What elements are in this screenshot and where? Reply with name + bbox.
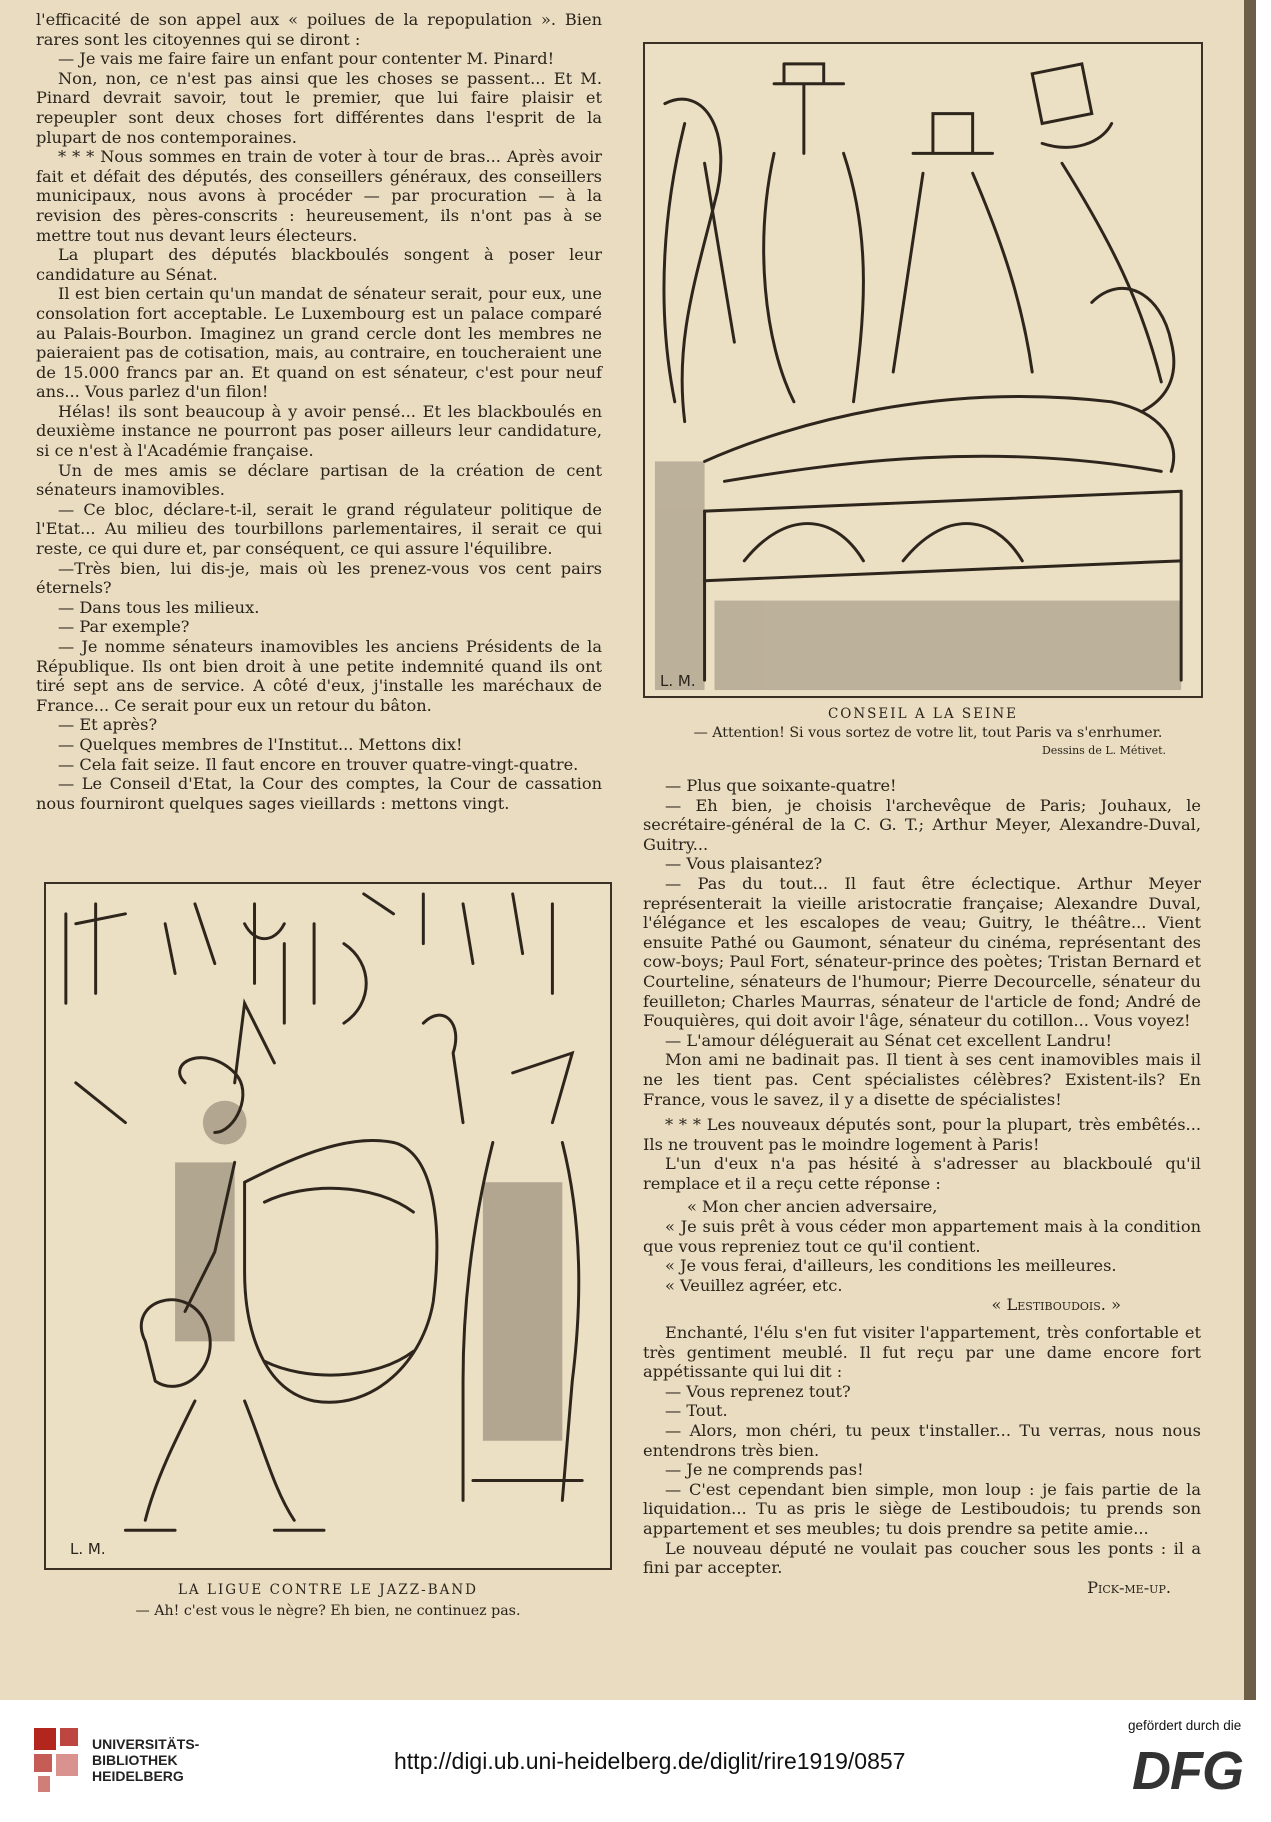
paragraph: — Dans tous les milieux. [58, 597, 260, 617]
paragraph: « Je suis prêt à vous céder mon appartement mais à la condition que vous repreniez tout ce qu'il contient. [643, 1217, 1201, 1256]
paragraph: Il est bien certain qu'un mandat de sénateur serait, pour eux, une consolation fort acceptable. Le Luxembourg est un palace comparé au Palais-Bourbon. Imaginez un grand cercle dont les membres ne paieraient pas de cotisation, mais, au contraire, en toucheraient une de 15.000 francs par an. Et quand on est sénateur, c'est pour neuf ans... Vous parlez d'un filon! [36, 284, 602, 402]
funding-note: gefördert durch die [1128, 1718, 1242, 1733]
library-name-line: HEIDELBERG [92, 1768, 184, 1784]
paragraph: Le nouveau député ne voulait pas coucher sous les ponts : il a fini par accepter. [643, 1538, 1201, 1578]
paragraph: — Et après? [58, 715, 158, 735]
digitization-footer [0, 1700, 1271, 1822]
paragraph: — Quelques membres de l'Institut... Mettons dix! [58, 734, 463, 754]
paragraph: Non, non, ce n'est pas ainsi que les choses se passent... Et M. Pinard devrait savoir, tout le premier, que lui faire plaisir et repeupler sont deux choses fort différentes dans l'esprit de la plupart de nos contemporaines. [36, 68, 602, 147]
illustration-signature: L. M. [70, 1540, 106, 1558]
paragraph: — Cela fait seize. Il faut encore en trouver quatre-vingt-quatre. [58, 754, 579, 774]
illustration-credit: Dessins de L. Métivet. [1041, 744, 1166, 757]
author-signature: Pick-me-up. [1087, 1577, 1171, 1597]
illustration-conseil-a-la-seine [643, 42, 1203, 698]
library-name [92, 1736, 199, 1784]
paragraph: Hélas! ils sont beaucoup à y avoir pensé... Et les blackboulés en deuxième instance ne pourront pas poser ailleurs leur candidature, si ce n'est à l'Académie française. [36, 401, 602, 461]
drawing-bed-scene [645, 44, 1201, 696]
paragraph: — Eh bien, je choisis l'archevêque de Paris; Jouhaux, le secrétaire-général de la C. G. T.; Arthur Meyer, Alexandre-Duval, Guitry... [643, 795, 1201, 854]
caption-title: CONSEIL A LA SEINE [827, 706, 1019, 722]
left-column [36, 10, 602, 813]
paragraph: « Veuillez agréer, etc. [665, 1275, 843, 1295]
heidelberg-logo-icon [30, 1724, 82, 1796]
paragraph: Enchanté, l'élu s'en fut visiter l'appartement, très confortable et très gentiment meublé. Il fut reçu par une dame encore fort appétissante qui lui dit : [643, 1323, 1201, 1382]
caption-text: — Ah! c'est vous le nègre? Eh bien, ne continuez pas. [135, 1603, 521, 1619]
right-column [643, 776, 1201, 1597]
library-name-line: UNIVERSITÄTS- [92, 1736, 200, 1752]
paragraph: — Alors, mon chéri, tu peux t'installer... Tu verras, nous nous entendrons très bien. [643, 1421, 1201, 1460]
paragraph: — Tout. [665, 1401, 728, 1421]
paragraph: « Je vous ferai, d'ailleurs, les conditions les meilleures. [665, 1256, 1117, 1276]
letter-signature: « Lestiboudois. » [991, 1295, 1121, 1315]
paragraph: — Vous plaisantez? [665, 854, 823, 874]
paragraph: — Le Conseil d'Etat, la Cour des comptes, la Cour de cassation nous fourniront quelques sages vieillards : mettons vingt. [36, 774, 602, 813]
source-url-link[interactable]: http://digi.ub.uni-heidelberg.de/diglit/rire1919/0857 [394, 1748, 906, 1774]
illustration-signature: L. M. [660, 672, 696, 690]
paragraph: — Je nomme sénateurs inamovibles les anciens Présidents de la République. Ils ont bien droit à une petite indemnité quand ils ont tiré sept ans de service. A côté d'eux, j'installe les maréchaux de France... Ce serait pour eux un retour du bâton. [36, 637, 602, 715]
caption-text: — Attention! Si vous sortez de votre lit, tout Paris va s'enrhumer. [693, 725, 1163, 741]
paragraph: * * * Les nouveaux députés sont, pour la plupart, très embêtés... Ils ne trouvent pas le moindre logement à Paris! [643, 1115, 1201, 1154]
paragraph: Un de mes amis se déclare partisan de la création de cent sénateurs inamovibles. [36, 460, 602, 500]
paragraph: Mon ami ne badinait pas. Il tient à ses cent inamovibles mais il ne les tient pas. Cent spécialistes célèbres? Existent-ils? En France, vous le savez, il y a disette de spécialistes! [643, 1050, 1201, 1109]
paragraph: La plupart des députés blackboulés songent à poser leur candidature au Sénat. [36, 245, 602, 284]
paragraph: — Pas du tout... Il faut être éclectique. Arthur Meyer représenterait la vieille aristocratie française; Alexandre Duval, l'élégance et les escalopes de veau; Guitry, le théâtre... Vient ensuite Pathé ou Gaumont, sénateur du cinéma, représentant des cow-boys; Paul Fort, sénateur-prince des poètes; Tristan Bernard et Courteline, sénateurs de l'humour; Pierre Decourcelle, sénateur du feuilleton; Charles Maurras, sénateur de l'article de fond; André de Fouquières, qui doit avoir l'âge, sénateur du cotillon... Vous voyez! [643, 873, 1201, 1031]
illustration-jazz-band [44, 882, 612, 1570]
paragraph: l'efficacité de son appel aux « poilues de la repopulation ». Bien rares sont les citoyennes qui se diront : [36, 10, 602, 49]
paragraph: — L'amour déléguerait au Sénat cet excellent Landru! [665, 1030, 1113, 1050]
paragraph: —Très bien, lui dis-je, mais où les prenez-vous vos cent pairs éternels? [36, 558, 602, 598]
paragraph: L'un d'eux n'a pas hésité à s'adresser au blackboulé qu'il remplace et il a reçu cette réponse : [643, 1154, 1201, 1193]
library-name-line: BIBLIOTHEK [92, 1752, 178, 1768]
paragraph: « Mon cher ancien adversaire, [687, 1197, 938, 1217]
caption-title: LA LIGUE CONTRE LE JAZZ-BAND [177, 1582, 479, 1598]
paragraph: — Par exemple? [58, 617, 190, 637]
paragraph: — Plus que soixante-quatre! [665, 776, 897, 795]
dfg-logo: DFG [1132, 1741, 1243, 1801]
paragraph: — Je vais me faire faire un enfant pour contenter M. Pinard! [58, 49, 555, 69]
paragraph: * * * Nous sommes en train de voter à tour de bras... Après avoir fait et défait des députés, des conseillers généraux, des conseillers municipaux, nous avons à procéder — par procuration — à la revision des pères-conscrits : heureusement, ils n'ont pas à se mettre tout nus devant leurs électeurs. [36, 147, 602, 245]
drawing-drummer-scene [46, 884, 610, 1568]
paragraph: — Vous reprenez tout? [665, 1381, 851, 1401]
paragraph: — C'est cependant bien simple, mon loup : je fais partie de la liquidation... Tu as pris le siège de Lestiboudois; tu prends son appartement et ses meubles; tu dois prendre sa petite amie... [643, 1479, 1201, 1538]
paragraph: — Je ne comprends pas! [665, 1460, 864, 1480]
paragraph: — Ce bloc, déclare-t-il, serait le grand régulateur politique de l'Etat... Au milieu des tourbillons parlementaires, il serait ce qui reste, ce qui dure et, par conséquent, ce qui assure l'équilibre. [36, 499, 602, 559]
